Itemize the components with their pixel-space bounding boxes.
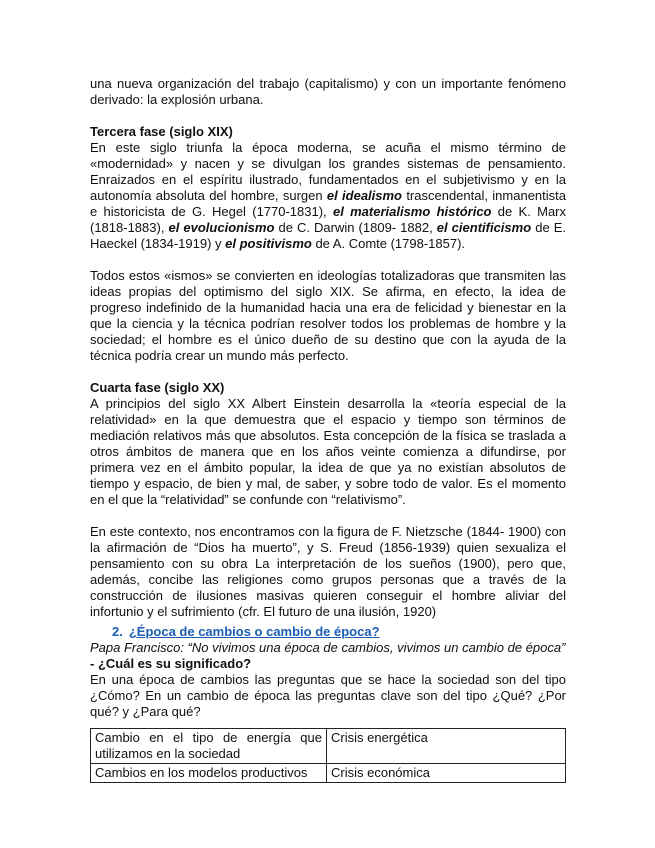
cuarta-fase-heading: Cuarta fase (siglo XX) xyxy=(90,380,225,395)
papa-francisco-quote: Papa Francisco: “No vivimos una época de cambios, vivimos un cambio de época” xyxy=(90,640,566,655)
section-2-link[interactable]: ¿Época de cambios o cambio de época? xyxy=(128,624,380,639)
table-cell: Cambio en el tipo de energía que utilizamos en la sociedad xyxy=(91,729,327,764)
table-cell: Cambios en los modelos productivos xyxy=(91,764,327,783)
evolucionismo-term: el evolucionismo xyxy=(168,220,275,235)
cambios-table xyxy=(90,728,566,783)
materialismo-term: el materialismo histórico xyxy=(332,204,492,219)
table-cell: Crisis económica xyxy=(327,764,566,783)
positivismo-term: el positivismo xyxy=(225,236,312,251)
section-2-title[interactable] xyxy=(90,624,566,640)
cientificismo-term: el cientificismo xyxy=(436,220,532,235)
table-row xyxy=(91,729,566,764)
intro-paragraph: una nueva organización del trabajo (capitalismo) y con un importante fenómeno derivado: la explosión urbana. xyxy=(90,76,566,107)
table-cell: Crisis energética xyxy=(327,729,566,764)
cuarta-fase-paragraph-2: En este contexto, nos encontramos con la figura de F. Nietzsche (1844- 1900) con la afirmación de “Dios ha muerto”, y S. Freud (1856-1939) quien sexualiza el pensamiento con su obra La interpretación de los sueños (1900), pero que, además, concibe las religiones como grupos personas que a través de la construcción de ilusiones masivas quieren conseguir el hombre aliviar del infortunio y el sufrimiento (cfr. El futuro de una ilusión, 1920) xyxy=(90,524,566,619)
tercera-fase-paragraph-2: Todos estos «ismos» se convierten en ideologías totalizadoras que transmiten las ideas propias del optimismo del siglo XIX. Se afirma, en efecto, la idea de progreso indefinido de la humanidad hacia una era de felicidad y bienestar en la que la ciencia y la técnica podrían resolver todos los problemas de hombre y la sociedad; el hombre es el único dueño de su destino que con la ayuda de la técnica podría crear un mundo más perfecto. xyxy=(90,268,566,363)
section-2-paragraph: En una época de cambios las preguntas que se hace la sociedad son del tipo ¿Cómo? En un cambio de época las preguntas clave son del tipo ¿Qué? ¿Por qué? y ¿Para qué? xyxy=(90,672,566,719)
table-row xyxy=(91,764,566,783)
idealismo-term: el idealismo xyxy=(326,188,403,203)
tercera-fase-paragraph-1: En este siglo triunfa la época moderna, se acuña el mismo término de «modernidad» y nacen y se divulgan los grandes sistemas de pensamiento. Enraizados en el espíritu ilustrado, fundamentados en el subjetivismo y en la autonomía absoluta del hombre, surgen el idealismo trascendental, inmanentista e historicista de G. Hegel (1770-1831), el materialismo histórico de K. Marx (1818-1883), el evolucionismo de C. Darwin (1809- 1882, el cientificismo de E. Haeckel (1834-1919) y el positivismo de A. Comte (1798-1857). xyxy=(90,140,567,251)
significado-question: - ¿Cuál es su significado? xyxy=(90,656,252,671)
tercera-fase-heading: Tercera fase (siglo XIX) xyxy=(90,124,233,139)
document-page xyxy=(90,76,566,783)
section-2-number: 2. xyxy=(112,624,123,639)
cuarta-fase-paragraph-1: A principios del siglo XX Albert Einstein desarrolla la «teoría especial de la relatividad» en la que demuestra que el espacio y tiempo son términos de mediación relativos más que absolutos. Esta concepción de la física se traslada a otros ámbitos de manera que en los años veinte comienza a difundirse, por primera vez en el ámbito popular, la idea de que ya no existían absolutos de tiempo y espacio, de bien y mal, de saber, y sobre todo de valor. Es el momento en el que la “relatividad” se confunde con “relativismo”. xyxy=(90,396,566,507)
